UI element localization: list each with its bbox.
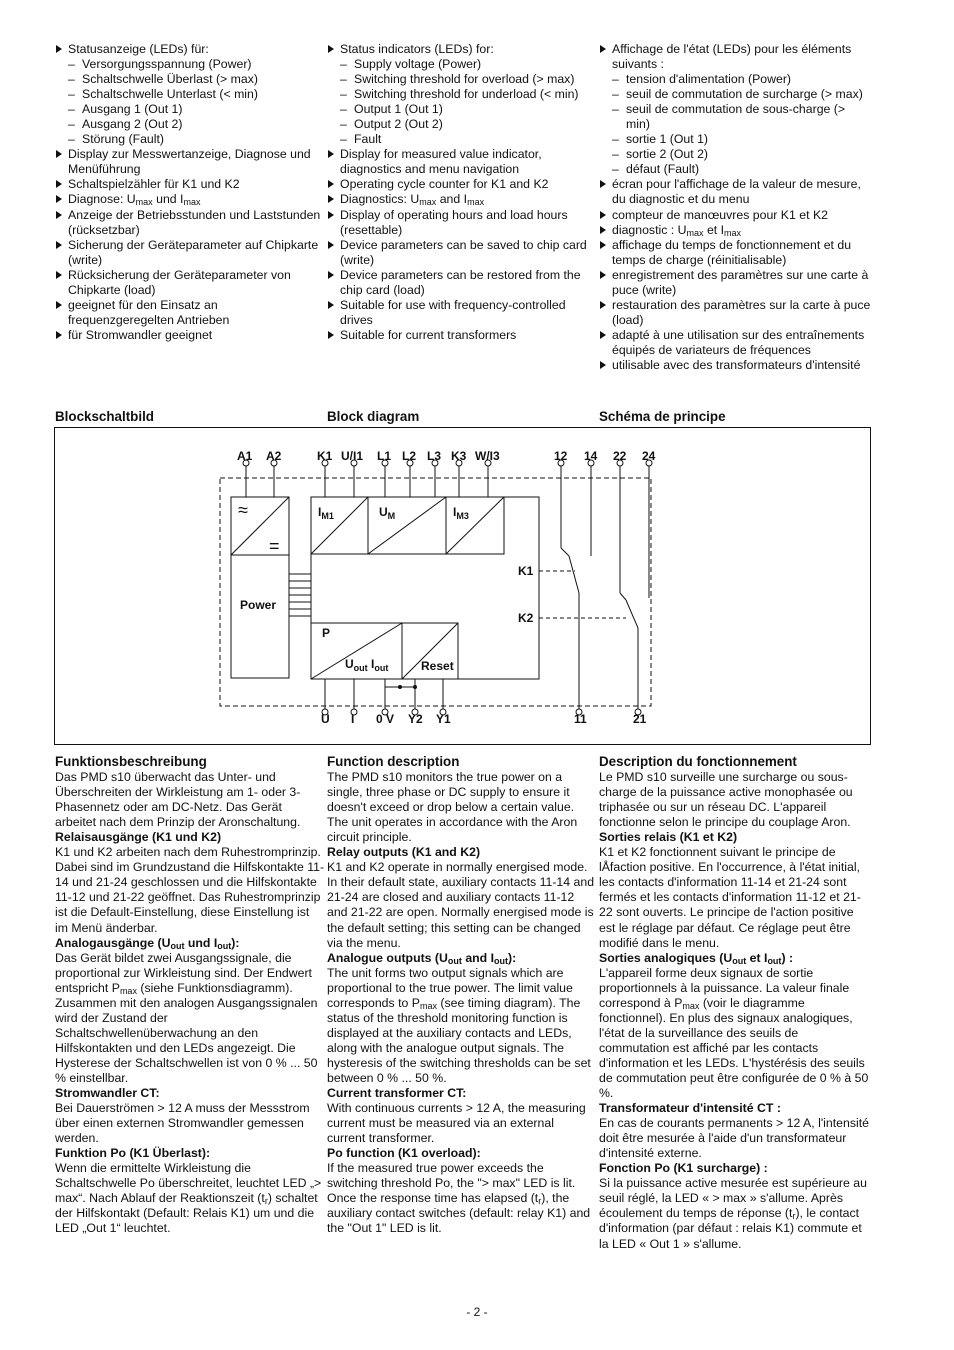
paragraph: En cas de courants permanents > 12 A, l'intensité doit être mesurée à l'aide d'un transformateur d'intensité externe. [599,1116,869,1161]
heading-schema-de-principe: Schéma de principe [599,409,726,424]
list-item: Display of operating hours and load hours (resettable) [327,208,595,238]
list-item: für Stromwandler geeignet [55,328,325,343]
reset-label: Reset [421,659,454,673]
terminal-wi3: W/I3 [475,449,500,463]
subheading: Relaisausgänge (K1 und K2) [55,830,222,845]
feature-list-en [327,42,595,343]
list-item: Diagnose: $U_{max}$ und $I_{max}$ [55,192,325,207]
paragraph: K1 et K2 fonctionnent suivant le principe de lÅfaction positive. En l'occurrence, à l'état initial, les contacts d'information 11-14 et 21-24 sont fermés et les contacts d'information 11-12 et 21-22 sont ouverts. Le principe de l'action positive est le réglage par défaut. Ce réglage peut être modifié dans le menu. [599,845,861,950]
list-item: Rücksicherung der Geräteparameter von Chipkarte (load) [55,268,325,298]
function-description-de [55,754,325,1237]
subheading: Analogue outputs ($U_{out}$ and $I_{out}$): [327,950,517,966]
terminal-a2: A2 [266,449,282,463]
terminal-12: 12 [554,449,568,463]
list-item: enregistrement des paramètres sur une carte à puce (write) [599,268,871,298]
terminal-a1: A1 [237,449,253,463]
list-item: – sortie 2 (Out 2) [612,147,871,162]
subheading: Sorties relais (K1 et K2) [599,830,738,845]
list-item: compteur de manœuvres pour K1 et K2 [599,208,871,223]
list-item: – défaut (Fault) [612,162,871,177]
list-item: Schaltspielzähler für K1 und K2 [55,177,325,192]
section-title: Funktionsbeschreibung [55,754,207,769]
list-item: Sicherung der Geräteparameter auf Chipkarte (write) [55,238,325,268]
terminal-l1: L1 [377,449,392,463]
paragraph: With continuous currents > 12 A, the measuring current must be measured via an external current transformer. [327,1101,586,1146]
block-diagram-frame [54,427,871,745]
list-item: geeignet für den Einsatz an frequenzgeregelten Antrieben [55,298,325,328]
subheading: Po function (K1 overload): [327,1146,481,1161]
terminal-22: 22 [613,449,627,463]
list-item: Status indicators (LEDs) for: – Supply voltage (Power) – Switching threshold for overload (> max) – Switching threshold for underload (< min) – Output 1 (Out 1) – Output 2 (Out 2) – Fault [327,42,595,147]
list-item: – Output 2 (Out 2) [340,117,595,132]
list-item: utilisable avec des transformateurs d'intensité [599,358,871,373]
terminal-k3: K3 [451,449,467,463]
paragraph: K1 und K2 arbeiten nach dem Ruhestromprinzip. Dabei sind im Grundzustand die Hilfskontakte 11-14 und 21-24 geschlossen und die Hilfskontakte 11-12 und 21-22 geöffnet. Das Ruhestromprinzip ist die Default-Einstellung, diese Einstellung ist im Menü änderbar. [55,845,325,935]
um-label: $U_M$ [379,505,396,521]
k1-relay-label: K1 [518,564,534,578]
paragraph: Das Gerät bildet zwei Ausgangssignale, die proportional zur Wirkleistung sind. Der Endwert entspricht $P_{max}$ (siehe Funktionsdiagramm). Zusammen mit den analogen Ausgangssignalen wird der Zustand der Schaltschwellenüberwachung an den Hilfskontakten und den LEDs angezeigt. Die Hysterese der Schaltschwellen ist von 0 % ... 50 % einstellbar. [55,950,318,1085]
list-item: – tension d'alimentation (Power) [612,72,871,87]
list-item: Anzeige der Betriebsstunden und Laststunden (rücksetzbar) [55,208,325,238]
terminal-y1: Y1 [436,712,451,726]
terminal-i: I [351,712,355,726]
feature-list-de [55,42,325,343]
heading-block-diagram: Block diagram [327,409,420,424]
list-item: écran pour l'affichage de la valeur de mesure, du diagnostic et du menu [599,177,871,207]
list-item: Display zur Messwertanzeige, Diagnose und Menüführung [55,147,325,177]
paragraph: Das PMD s10 überwacht das Unter- und Überschreiten der Wirkleistung am 1- oder 3-Phasennetz oder am DC-Netz. Das Gerät arbeitet nach dem Prinzip der Aronschaltung. [55,770,301,830]
section-title: Description du fonctionnement [599,754,797,769]
list-item: – seuil de commutation de sous-charge (> min) [612,102,871,132]
list-item: – Switching threshold for overload (> max) [340,72,595,87]
terminal-21: 21 [633,712,647,726]
paragraph: If the measured true power exceeds the switching threshold Po, the "> max" LED is lit. Once the response time has elapsed $(t_r)$, the auxiliary contact switches (default: relay K1) and the "Out 1" LED is lit. [327,1161,591,1236]
list-item: Operating cycle counter for K1 and K2 [327,177,595,192]
list-item: restauration des paramètres sur la carte à puce (load) [599,298,871,328]
terminal-u: U [321,712,330,726]
list-item: – Störung (Fault) [68,132,325,147]
ac-symbol: ≈ [238,500,248,520]
list-item: – Fault [340,132,595,147]
subheading: Transformateur d'intensité CT : [599,1101,781,1116]
list-item: Device parameters can be saved to chip card (write) [327,238,595,268]
uout-iout-label: $U_{out}$ $I_{out}$ [345,657,389,673]
list-item: Display for measured value indicator, diagnostics and menu navigation [327,147,595,177]
list-item: affichage du temps de fonctionnement et du temps de charge (réinitialisable) [599,238,871,268]
page-number: - 2 - [466,1305,488,1319]
terminal-y2: Y2 [408,712,423,726]
paragraph: K1 and K2 operate in normally energised mode. In their default state, auxiliary contacts 11-14 and 21-24 are closed and auxiliary contacts 11-12 and 21-22 are open. Normally energised mode is the default setting; this setting can be changed via the menu. [327,860,595,950]
im1-label: $I_{M1}$ [318,505,334,521]
terminal-ui1: U/I1 [341,449,364,463]
terminal-14: 14 [584,449,598,463]
subheading: Sorties analogiques ($U_{out}$ et $I_{out}$) : [599,950,794,966]
list-item: – Versorgungsspannung (Power) [68,57,325,72]
terminal-k1: K1 [317,449,333,463]
subheading: Current transformer CT: [327,1086,467,1101]
paragraph: Bei Dauerströmen > 12 A muss der Messstrom über einen externen Stromwandler gemessen werden. [55,1101,310,1146]
k2-relay-label: K2 [518,611,534,625]
list-item: – Ausgang 1 (Out 1) [68,102,325,117]
subheading: Analogausgänge ($U_{out}$ und $I_{out}$): [55,935,240,951]
paragraph: Le PMD s10 surveille une surcharge ou sous-charge de la puissance active monophasée ou triphasée ou sur un réseau DC. L'appareil fonctionne selon le principe du couplage Aron. [599,770,853,830]
list-item: – Schaltschwelle Überlast (> max) [68,72,325,87]
list-item: – Supply voltage (Power) [340,57,595,72]
heading-blockschaltbild: Blockschaltbild [55,409,154,424]
block-diagram [55,428,870,744]
list-item: Suitable for current transformers [327,328,595,343]
function-description-en [327,754,595,1237]
list-item: – seuil de commutation de surcharge (> max) [612,87,871,102]
list-item: – Schaltschwelle Unterlast (< min) [68,87,325,102]
list-item: diagnostic : $U_{max}$ et $I_{max}$ [599,223,871,238]
power-label: Power [240,598,277,612]
terminal-11: 11 [574,712,587,726]
list-item: Device parameters can be restored from the chip card (load) [327,268,595,298]
list-item: Suitable for use with frequency-controlled drives [327,298,595,328]
function-description-fr [599,754,871,1252]
terminal-0v: 0 V [376,712,395,726]
terminal-l3: L3 [427,449,442,463]
paragraph: Si la puissance active mesurée est supérieure au seuil réglé, la LED « > max » s'allume. Après écoulement du temps de réponse $(t_r)$, le contact d'information (par défaut : relais K1) commute et la LED « Out 1 » s'allume. [599,1176,867,1251]
list-item: Affichage de l'état (LEDs) pour les éléments suivants : – tension d'alimentation (Power) – seuil de commutation de surcharge (> max) – seuil de commutation de sous-charge (> min) – sortie 1 (Out 1) – sortie 2 (Out 2) – défaut (Fault) [599,42,871,177]
paragraph: L'appareil forme deux signaux de sortie proportionnels à la puissance. La valeur finale correspond à $P_{max}$ (voir le diagramme fonctionnel). En plus des signaux analogiques, l'état de la surveillance des seuils de commutation est affiché par les contacts d'information et les LEDs. L'hystérésis des seuils de commutation peut être configurée de 0 % à 50 %. [599,965,869,1101]
list-item: – Switching threshold for underload (< min) [340,87,595,102]
feature-list-fr [599,42,871,373]
list-item: Statusanzeige (LEDs) für: – Versorgungsspannung (Power) – Schaltschwelle Überlast (> max) – Schaltschwelle Unterlast (< min) – Ausgang 1 (Out 1) – Ausgang 2 (Out 2) – Störung (Fault) [55,42,325,147]
list-item: – Ausgang 2 (Out 2) [68,117,325,132]
list-item: adapté à une utilisation sur des entraînements équipés de variateurs de fréquences [599,328,871,358]
dc-symbol: = [269,536,280,556]
subheading: Fonction Po (K1 surcharge) : [599,1161,768,1176]
im3-label: $I_{M3}$ [453,505,469,521]
terminal-24: 24 [642,449,656,463]
terminal-l2: L2 [402,449,417,463]
paragraph: Wenn die ermittelte Wirkleistung die Schaltschwelle Po überschreitet, leuchtet LED „> max“. Nach Ablauf der Reaktionszeit $(t_r)$ schaltet der Hilfskontakt (Default: Relais K1) um und die LED „Out 1“ leuchtet. [55,1161,322,1236]
paragraph: The PMD s10 monitors the true power on a single, three phase or DC supply to ensure it doesn't exceed or drop below a certain value. The unit operates in accordance with the Aron circuit principle. [327,770,578,845]
paragraph: The unit forms two output signals which are proportional to the true power. The limit value corresponds to $P_{max}$ (see timing diagram). The status of the threshold monitoring function is displayed at the auxiliary contacts and LEDs, along with the analogue output signals. The hysteresis of the switching thresholds can be set between 0 % ... 50 %. [327,965,591,1085]
list-item: – sortie 1 (Out 1) [612,132,871,147]
section-title: Function description [327,754,460,769]
p-label: P [322,626,331,640]
subheading: Relay outputs (K1 and K2) [327,845,481,860]
list-item: Diagnostics: $U_{max}$ and $I_{max}$ [327,192,595,207]
subheading: Funktion Po (K1 Überlast): [55,1146,211,1161]
list-item: – Output 1 (Out 1) [340,102,595,117]
subheading: Stromwandler CT: [55,1086,160,1101]
